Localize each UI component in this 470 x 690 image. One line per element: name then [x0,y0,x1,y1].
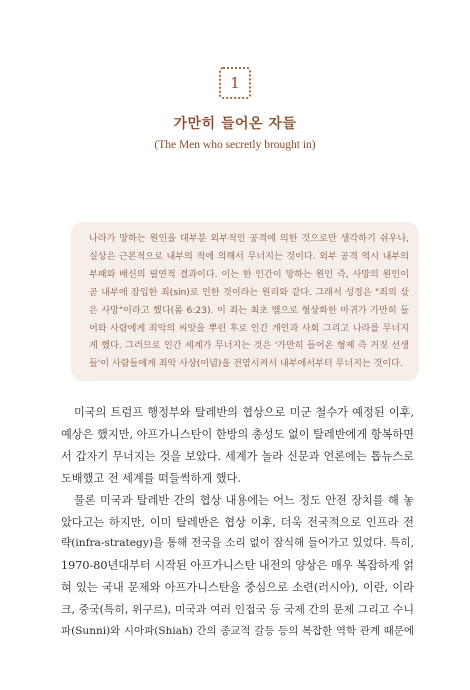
chapter-number: 1 [230,74,240,92]
body-line: 서 갑자기 무너지는 것을 보았다. 세계가 놀라 신문과 언론에는 톱뉴스로 [61,449,414,463]
chapter-subtitle: (The Men who secretly brought in) [154,139,316,151]
body-line: 미국의 트럼프 행정부와 탈레반의 협상으로 미군 철수가 예정된 이후, [74,406,414,419]
chapter-number-badge [219,67,251,99]
epigraph-line: 어와 사람에게 죄악의 씨앗을 뿌린 후로 인간 개인과 사회 그리고 나라를 무너지 [89,323,409,334]
body-text [61,402,414,643]
epigraph-line: 게 했다. 그러므로 인간 세계가 무너지는 것은 '가만히 들어온 형제 즉 거짓 선생 [89,341,409,352]
body-line: 도배했고 전 세계를 떠들썩하게 했다. [61,471,241,485]
body-line: 파(Sunni)와 시아파(Shiah) 간의 종교적 갈등 등의 복잡한 역학 관계 때문에 [61,625,414,638]
chapter-title: 가만히 들어온 자들 [173,116,297,132]
body-line: 략(infra-strategy)을 통해 전국을 소리 없이 잠식해 들어가고 있었다. 특히, [61,537,414,550]
body-line: 혀 있는 국내 문제와 아프가니스탄을 중심으로 소련(러시아), 이란, 이라 [61,581,414,595]
body-line: 았다고는 하지만, 이미 탈레반은 협상 이후, 더욱 전국적으로 인프라 전 [61,515,414,529]
body-line: 1970-80년대부터 시작된 아프가니스탄 내전의 양상은 매우 복잡하게 얽 [61,559,414,573]
epigraph-box [71,222,419,381]
epigraph-line: 곧 내부에 잠입한 죄(sin)로 인한 것이라는 원리와 같다. 그래서 성경은 "죄의 삯 [89,287,409,298]
epigraph-line: 은 사망"이라고 했다(롬 6:23). 이 죄는 최초 뱀으로 형상화한 마귀가 가만히 들 [89,305,409,316]
epigraph-line: 나라가 망하는 원인을 대부분 외부적인 공격에 의한 것으로만 생각하기 쉬우나, [89,234,409,244]
body-line: 물론 미국과 탈레반 간의 협상 내용에는 어느 정도 안전 장치를 해 놓 [74,493,414,507]
epigraph-line: 들'이 사람들에게 죄악 사상(이념)을 전염시켜서 내부에서부터 무너지는 것이다. [89,359,403,370]
epigraph-line: 부패와 배신의 필연적 결과이다. 이는 한 인간이 망하는 원인 즉, 사망의 원인이 [89,269,409,280]
epigraph-line: 실상은 근본적으로 내부의 적에 의해서 무너지는 것이다. 외부 공격 역시 내부의 [89,251,409,262]
body-line: 예상은 했지만, 아프가니스탄이 한방의 총성도 없이 탈레반에게 항복하면 [61,427,414,441]
body-line: 크, 중국(특히, 위구르), 미국과 여러 인접국 등 국제 간의 문제 그리고 수니 [61,603,414,617]
